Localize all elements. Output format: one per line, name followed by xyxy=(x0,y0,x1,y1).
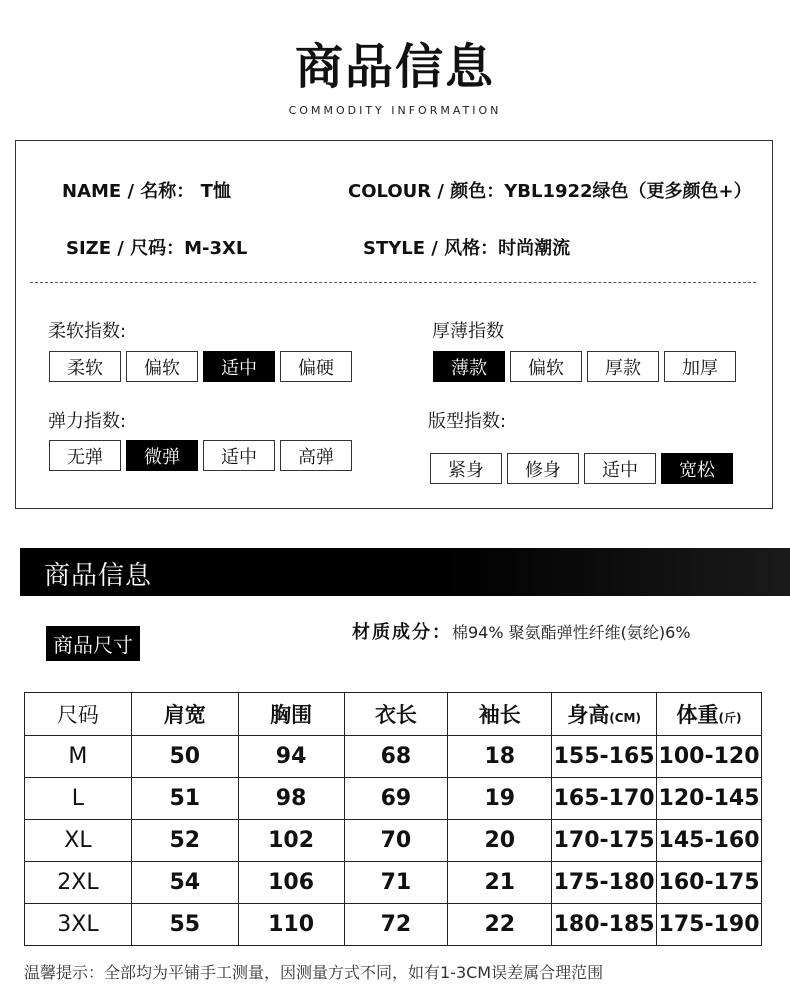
table-cell: 50 xyxy=(131,736,238,778)
table-cell: 54 xyxy=(131,862,238,904)
table-cell: 102 xyxy=(238,820,344,862)
header-text: 身高 xyxy=(567,703,610,727)
dashed-divider xyxy=(30,282,756,283)
table-cell: 20 xyxy=(448,820,552,862)
table-cell: 175-180 xyxy=(552,862,657,904)
fit-option: 适中 xyxy=(584,453,656,484)
table-cell: 69 xyxy=(344,778,448,820)
table-cell: 165-170 xyxy=(552,778,657,820)
table-cell: 18 xyxy=(448,736,552,778)
material-value: 棉94% 聚氨酯弹性纤维(氨纶)6% xyxy=(452,623,691,642)
table-cell: XL xyxy=(25,820,132,862)
section-title: 商品信息 xyxy=(44,561,153,591)
table-row xyxy=(25,778,762,820)
product-style: STYLE / 风格：时尚潮流 xyxy=(363,238,571,259)
softness-option: 偏软 xyxy=(126,351,198,382)
table-row xyxy=(25,820,762,862)
measurement-note: 温馨提示：全部均为平铺手工测量，因测量方式不同，如有1-3CM误差属合理范围 xyxy=(24,963,604,982)
table-row xyxy=(25,862,762,904)
elasticity-options xyxy=(49,440,352,471)
elasticity-option: 高弹 xyxy=(280,440,352,471)
fit-option: 宽松 xyxy=(661,453,733,484)
size-badge: 商品尺寸 xyxy=(46,626,140,661)
header-unit: (斤) xyxy=(718,711,742,725)
thickness-option: 薄款 xyxy=(433,351,505,382)
table-cell: M xyxy=(25,736,132,778)
product-name: NAME / 名称： T恤 xyxy=(62,181,231,202)
page-subtitle: COMMODITY INFORMATION xyxy=(288,104,502,117)
softness-option: 适中 xyxy=(203,351,275,382)
thickness-options xyxy=(433,351,736,382)
softness-index-label: 柔软指数: xyxy=(48,321,127,342)
table-cell: 110 xyxy=(238,904,344,946)
fit-option: 紧身 xyxy=(430,453,502,484)
thickness-index-label: 厚薄指数 xyxy=(432,321,504,342)
table-cell: 175-190 xyxy=(657,904,762,946)
table-cell: L xyxy=(25,778,132,820)
table-cell: 55 xyxy=(131,904,238,946)
fit-options xyxy=(430,453,733,484)
header-cell: 袖长 xyxy=(448,693,552,736)
page-title: 商品信息 xyxy=(294,39,495,95)
table-cell: 100-120 xyxy=(657,736,762,778)
thickness-option: 偏软 xyxy=(510,351,582,382)
size-table xyxy=(24,692,762,946)
header-cell: 肩宽 xyxy=(131,693,238,736)
table-cell: 21 xyxy=(448,862,552,904)
table-cell: 120-145 xyxy=(657,778,762,820)
table-cell: 70 xyxy=(344,820,448,862)
table-cell: 2XL xyxy=(25,862,132,904)
header-cell xyxy=(657,693,762,736)
table-cell: 94 xyxy=(238,736,344,778)
section-header-bar xyxy=(20,548,790,596)
elasticity-option: 无弹 xyxy=(49,440,121,471)
elasticity-option: 微弹 xyxy=(126,440,198,471)
table-cell: 180-185 xyxy=(552,904,657,946)
table-row xyxy=(25,736,762,778)
table-cell: 3XL xyxy=(25,904,132,946)
table-cell: 145-160 xyxy=(657,820,762,862)
softness-option: 柔软 xyxy=(49,351,121,382)
fit-option: 修身 xyxy=(507,453,579,484)
fit-index-label: 版型指数: xyxy=(428,411,507,432)
header-cell: 衣长 xyxy=(344,693,448,736)
table-cell: 170-175 xyxy=(552,820,657,862)
softness-options xyxy=(49,351,352,382)
table-cell: 22 xyxy=(448,904,552,946)
table-cell: 72 xyxy=(344,904,448,946)
product-info-box xyxy=(15,140,773,509)
table-row xyxy=(25,904,762,946)
softness-option: 偏硬 xyxy=(280,351,352,382)
table-cell: 98 xyxy=(238,778,344,820)
header-text: 体重 xyxy=(676,703,719,727)
product-size: SIZE / 尺码：M-3XL xyxy=(66,238,248,259)
elasticity-option: 适中 xyxy=(203,440,275,471)
table-cell: 68 xyxy=(344,736,448,778)
table-cell: 106 xyxy=(238,862,344,904)
header-cell: 胸围 xyxy=(238,693,344,736)
header-cell xyxy=(552,693,657,736)
table-cell: 160-175 xyxy=(657,862,762,904)
thickness-option: 加厚 xyxy=(664,351,736,382)
table-cell: 19 xyxy=(448,778,552,820)
table-cell: 155-165 xyxy=(552,736,657,778)
table-header-row xyxy=(25,693,762,736)
table-cell: 51 xyxy=(131,778,238,820)
thickness-option: 厚款 xyxy=(587,351,659,382)
material-composition xyxy=(352,618,691,644)
header-cell: 尺码 xyxy=(25,693,132,736)
table-cell: 71 xyxy=(344,862,448,904)
header-unit: (CM) xyxy=(609,711,641,725)
table-cell: 52 xyxy=(131,820,238,862)
material-label: 材质成分： xyxy=(352,622,452,643)
elasticity-index-label: 弹力指数: xyxy=(48,411,127,432)
product-colour: COLOUR / 颜色：YBL1922绿色（更多颜色+） xyxy=(348,181,752,202)
